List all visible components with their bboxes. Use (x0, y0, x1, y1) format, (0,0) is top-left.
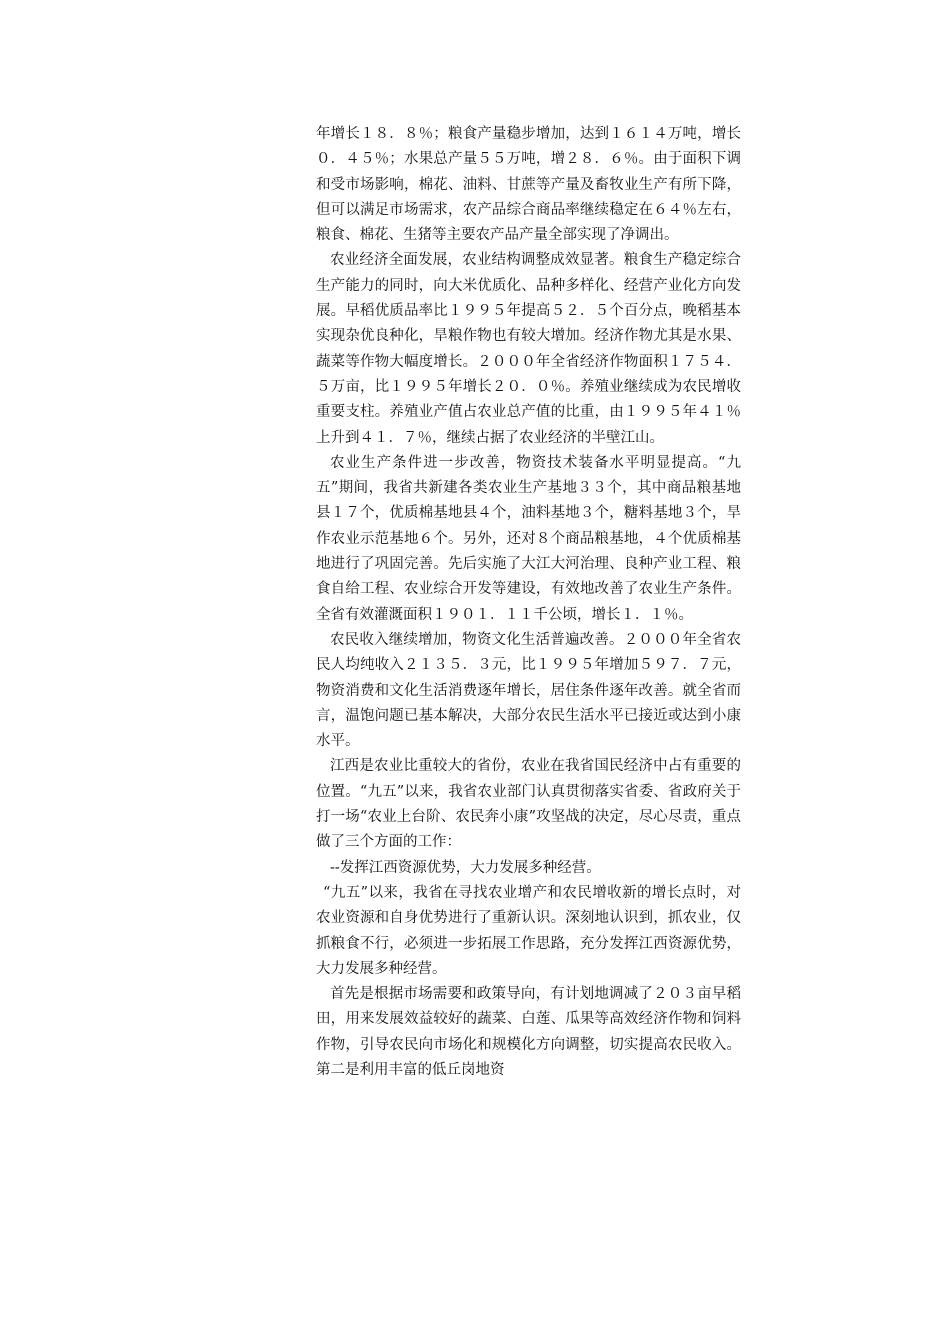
paragraph: 年增长１８．８％；粮食产量稳步增加，达到１６１４万吨，增长０．４５％；水果总产量５５万吨，增２８．６％。由于面积下调和受市场影响，棉花、油料、甘蔗等产量及畜牧业生产有所下降，但可以满足市场需求，农产品综合商品率继续稳定在６４％左右，粮食、棉花、生猪等主要农产品产量全部实现了净调出。 (316, 126, 741, 244)
paragraph: --发挥江西资源优势，大力发展多种经营。 (330, 859, 601, 876)
paragraph: 首先是根据市场需要和政策导向，有计划地调减了２０３亩早稻田，用来发展效益较好的蔬菜、白莲、瓜果等高效经济作物和饲料作物，引导农民向市场化和规模化方向调整，切实提高农民收入。第二是利用丰富的低丘岗地资 (316, 986, 741, 1078)
paragraph: 江西是农业比重较大的省份，农业在我省国民经济中占有重要的位置。“九五”以来，我省农业部门认真贯彻落实省委、省政府关于打一场“农业上台阶、农民奔小康”攻坚战的决定，尽心尽责，重点做了三个方面的工作： (316, 758, 741, 851)
body-text (316, 122, 741, 1083)
paragraph: “九五”以来，我省在寻找农业增产和农民增收新的增长点时，对农业资源和自身优势进行了重新认识。深刻地认识到，抓农业，仅抓粮食不行，必须进一步拓展工作思路，充分发挥江西资源优势，大力发展多种经营。 (316, 884, 741, 977)
paragraph: 农业经济全面发展，农业结构调整成效显著。粮食生产稳定综合生产能力的同时，向大米优质化、品种多样化、经营产业化方向发展。早稻优质品率比１９９５年提高５２．５个百分点，晚稻基本实现杂优良种化，旱粮作物也有较大增加。经济作物尤其是水果、蔬菜等作物大幅度增长。２０００年全省经济作物面积１７５４．５万亩，比１９９５年增长２０．０％。养殖业继续成为农民增收重要支柱。养殖业产值占农业总产值的比重，由１９９５年４１％上升到４１．７％，继续占据了农业经济的半壁江山。 (316, 252, 741, 446)
paragraph: 农业生产条件进一步改善，物资技术装备水平明显提高。“九五”期间，我省共新建各类农业生产基地３３个，其中商品粮基地县１７个，优质棉基地县４个，油料基地３个，糖料基地３个，旱作农业示范基地６个。另外，还对８个商品粮基地，４个优质棉基地进行了巩固完善。先后实施了大江大河治理、良种产业工程、粮食自给工程、农业综合开发等建设，有效地改善了农业生产条件。全省有效灌溉面积１９０１．１１千公顷，增长１．１％。 (316, 454, 741, 623)
paragraph: 农民收入继续增加，物资文化生活普遍改善。２０００年全省农民人均纯收入２１３５．３元，比１９９５年增加５９７．７元，物资消费和文化生活消费逐年增长，居住条件逐年改善。就全省而言，温饱问题已基本解决，大部分农民生活水平已接近或达到小康水平。 (316, 631, 741, 750)
